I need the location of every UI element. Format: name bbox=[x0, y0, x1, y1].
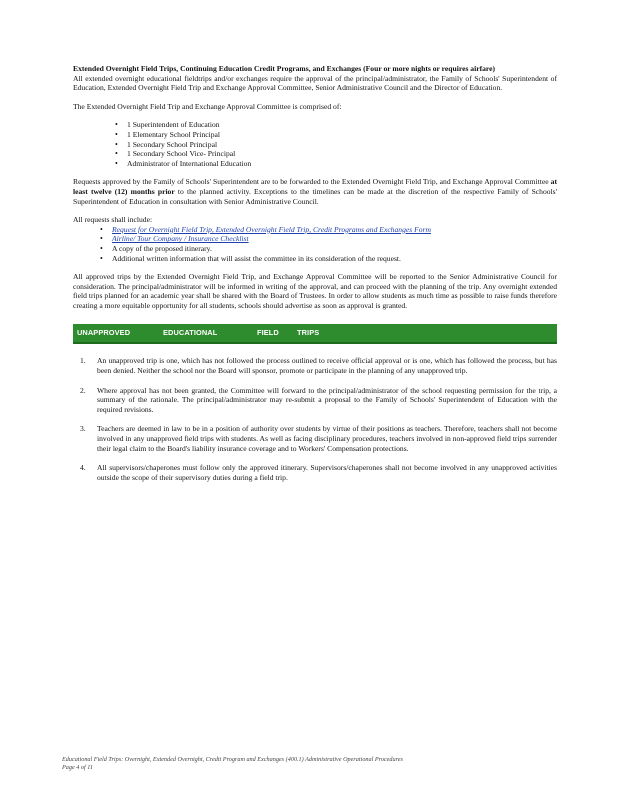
list-item: • A copy of the proposed itinerary. bbox=[100, 244, 557, 254]
banner-word: EDUCATIONAL bbox=[163, 328, 218, 338]
requirements-list bbox=[100, 225, 557, 263]
list-item: • Administrator of International Education bbox=[115, 159, 557, 169]
list-item: • 1 Secondary School Vice- Principal bbox=[115, 149, 557, 159]
committee-intro: The Extended Overnight Field Trip and Exchange Approval Committee is comprised of: bbox=[73, 101, 342, 111]
section-heading: Extended Overnight Field Trips, Continuing Education Credit Programs, and Exchanges (Four or more nights or requires airfare) bbox=[73, 64, 496, 73]
item-number: 2. bbox=[80, 385, 86, 395]
item-number: 4. bbox=[80, 463, 86, 473]
approved-paragraph: All approved trips by the Extended Overnight Field Trip, and Exchange Approval Committee will be reported to the Senior Administrative Council for consideration. The principal/administrator will be informed in writing of the approval, and can proceed with the planning of the trip. Any overnight extended field trips planned for an academic year shall be shared with the Board of Trustees. In order to allow students as much time as possible to raise funds therefore creating a more equitable opportunity for all students, schools should advertise as soon as approval is granted. bbox=[73, 272, 557, 310]
item-number: 3. bbox=[80, 424, 86, 434]
list-item: • Additional written information that will assist the committee in its consideration of the request. bbox=[100, 254, 557, 264]
list-item bbox=[73, 386, 557, 415]
item-text: All supervisors/chaperones must follow only the approved itinerary. Supervisors/chaperones shall not become involved in any unapproved activities outside the scope of their supervisory duties during a field trip. bbox=[97, 463, 557, 482]
footer-title: Educational Field Trips: Overnight, Extended Overnight, Credit Program and Exchanges (400.1) Administrative Operational Procedures bbox=[62, 756, 403, 763]
list-item bbox=[73, 356, 557, 375]
list-item[interactable] bbox=[100, 225, 557, 235]
banner-word: TRIPS bbox=[297, 328, 320, 338]
list-item: • 1 Elementary School Principal bbox=[115, 130, 557, 140]
deadline-emphasis: at least twelve (12) months prior bbox=[73, 177, 557, 196]
item-number: 1. bbox=[80, 356, 86, 366]
checklist-link[interactable]: Airline/ Tour Company / Insurance Checklist bbox=[112, 234, 249, 244]
requirements-intro: All requests shall include: bbox=[73, 215, 153, 225]
section-banner bbox=[73, 324, 557, 344]
requests-paragraph bbox=[73, 177, 557, 206]
list-item: • 1 Secondary School Principal bbox=[115, 140, 557, 150]
list-item: • 1 Superintendent of Education bbox=[115, 120, 557, 130]
page-footer bbox=[62, 756, 552, 772]
item-text: Where approval has not been granted, the Committee will forward to the principal/administrator of the school requesting permission for the trip, a summary of the rationale. The principal/administrator may re-submit a proposal to the Family of Schools' Superintendent of Education with the required revisions. bbox=[97, 385, 557, 414]
page-number: Page 4 of 11 bbox=[62, 764, 93, 771]
list-item bbox=[73, 463, 557, 482]
banner-word: FIELD bbox=[257, 328, 279, 338]
item-text: Teachers are deemed in law to be in a position of authority over students by virtue of their positions as teachers. Therefore, teachers shall not become involved in any unapproved field trips with students. As well as facing disciplinary procedures, teachers involved in non-approved field trips surrender their legal claim to the Board's liability insurance coverage and to Workers' Compensation protections. bbox=[97, 424, 557, 453]
document-page bbox=[73, 64, 557, 492]
banner-word: UNAPPROVED bbox=[77, 328, 131, 338]
request-form-link[interactable]: Request for Overnight Field Trip, Extended Overnight Field Trip, Credit Programs and Exchanges Form bbox=[112, 224, 431, 234]
list-item[interactable] bbox=[100, 234, 557, 244]
item-text: An unapproved trip is one, which has not followed the process outlined to receive official approval or is one, which has followed the process, but has been denied. Neither the school nor the Board will sponsor, promote or participate in the planning of any unapproved trip. bbox=[97, 356, 557, 376]
list-item bbox=[73, 424, 557, 453]
requests-text-cont: to the planned activity. Exceptions to the timelines can be made at the discretion of the respective Family of Schools' Superintendent of Education in consultation with Senior Administrative Council. bbox=[73, 186, 557, 206]
intro-paragraph: All extended overnight educational fieldtrips and/or exchanges require the approval of the principal/administrator, the Family of Schools' Superintendent of Education, Extended Overnight Field Trip and Exchange Approval Committee, Senior Administrative Council and the Director of Education. bbox=[73, 73, 557, 93]
requests-text: Requests approved by the Family of Schools' Superintendent are to be forwarded to the Extended Overnight Field Trip, and Exchange Approval Committee bbox=[73, 177, 551, 187]
unapproved-list bbox=[73, 356, 557, 482]
committee-members-list bbox=[115, 120, 557, 168]
